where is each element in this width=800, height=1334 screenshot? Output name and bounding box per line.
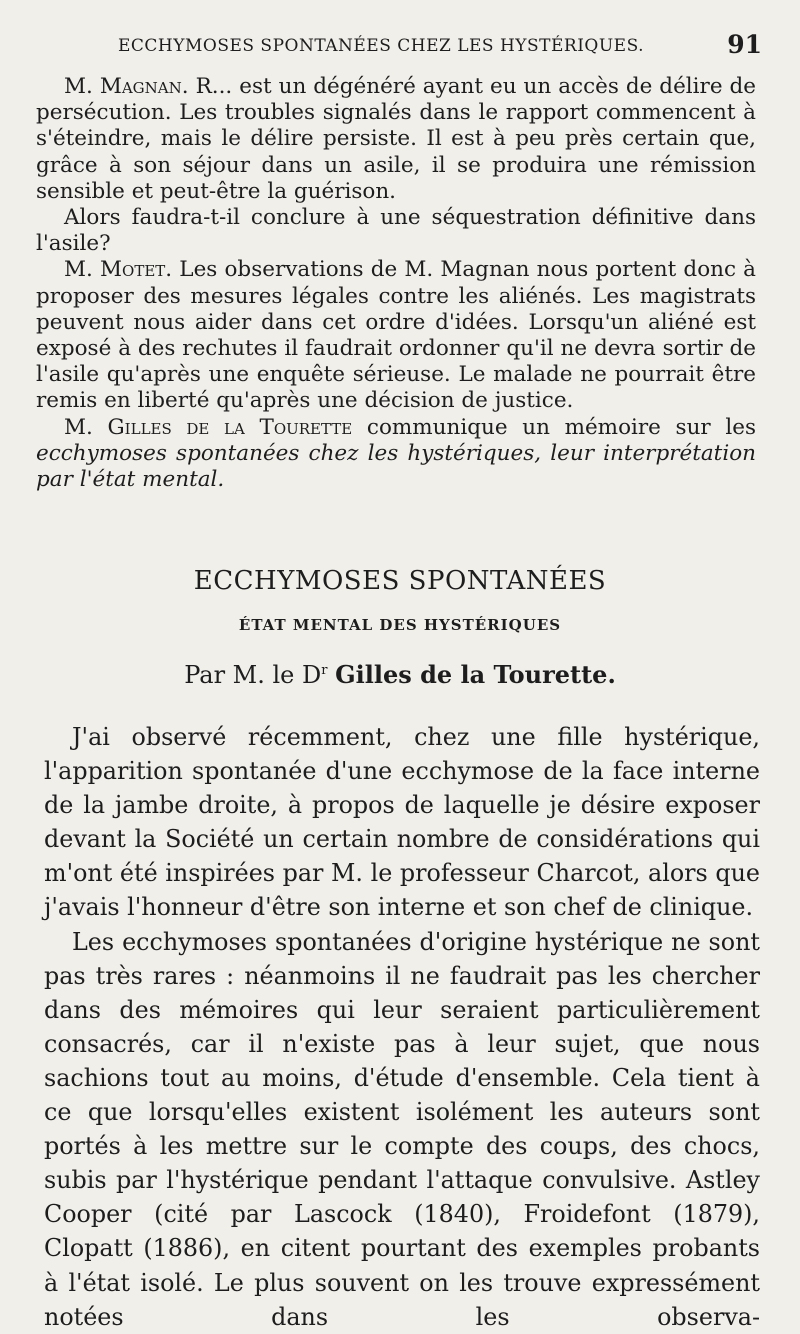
paragraph-question bbox=[36, 205, 756, 257]
byline-author: Gilles de la Tourette. bbox=[335, 660, 616, 689]
speaker-gilles: M. Gilles de la Tourette bbox=[64, 414, 353, 440]
article-body bbox=[44, 720, 760, 1334]
running-title: ECCHYMOSES SPONTANÉES CHEZ LES HYSTÉRIQUES. bbox=[118, 36, 645, 56]
paragraph-text: Les observations de M. Magnan nous portent donc à proposer des mesures légales contre les aliénés. Les magistrats peuvent nous aider dans cet ordre d'idées. Lorsqu'un aliéné est exposé à des rechutes il faudrait ordonner qu'il ne devra sortir de l'asile qu'après une enquête sérieuse. Le malade ne pourrait être remis en liberté qu'après une décision de justice. bbox=[36, 257, 757, 414]
speaker-magnan: M. Magnan. bbox=[64, 74, 189, 99]
paragraph-magnan bbox=[36, 74, 756, 205]
page-number: 91 bbox=[727, 30, 762, 59]
article-paragraph: Les ecchymoses spontanées d'origine hystérique ne sont pas très rares : néanmoins il ne faudrait pas les chercher dans des mémoires qui leur seraient particulièrement consacrés, car il n'existe pas à leur sujet, que nous sachions tout au moins, d'étude d'ensemble. Cela tient à ce que lorsqu'elles existent isolément les auteurs sont portés à les mettre sur le compte des coups, des chocs, subis par l'hystérique pendant l'attaque convulsive. Astley Cooper (cité par Lascock (1840), Froidefont (1879), Clopatt (1886), en citent pourtant des exemples probants à l'état isolé. Le plus souvent on les trouve expressément notées dans les observa- bbox=[44, 927, 760, 1331]
paragraph-text: Alors faudra-t-il conclure à une séquestration définitive dans l'asile? bbox=[36, 205, 756, 257]
paragraph-text: R... est un dégénéré ayant eu un accès de délire de persécution. Les troubles signalés dans le rapport commencent à s'éteindre, mais le délire persiste. Il est à peu près certain que, grâce à son séjour dans un asile, il se produira une rémission sensible et peut-être la guérison. bbox=[36, 74, 757, 204]
speaker-motet: M. Motet. bbox=[64, 257, 173, 283]
byline-sup: r bbox=[321, 663, 328, 678]
running-head bbox=[0, 30, 800, 66]
article-paragraph: J'ai observé récemment, chez une fille hystérique, l'apparition spontanée d'une ecchymose de la face interne de la jambe droite, à propos de laquelle je désire exposer devant la Société un certain nombre de considérations qui m'ont été inspirées par M. le professeur Charcot, alors que j'avais l'honneur d'être son interne et son chef de clinique. bbox=[44, 723, 760, 922]
article-title: ECCHYMOSES SPONTANÉES bbox=[193, 566, 607, 596]
article-subtitle: ÉTAT MENTAL DES HYSTÉRIQUES bbox=[238, 616, 562, 634]
byline-prefix: Par M. le D bbox=[184, 661, 322, 689]
byline bbox=[0, 660, 800, 689]
paragraph-text: communique un mémoire sur les bbox=[366, 414, 756, 440]
paragraph-motet bbox=[36, 257, 756, 414]
memoir-title: ecchymoses spontanées chez les hystériques, leur interprétation par l'état mental. bbox=[36, 440, 756, 493]
discussion-section bbox=[36, 74, 756, 493]
paragraph-gilles bbox=[36, 415, 756, 494]
